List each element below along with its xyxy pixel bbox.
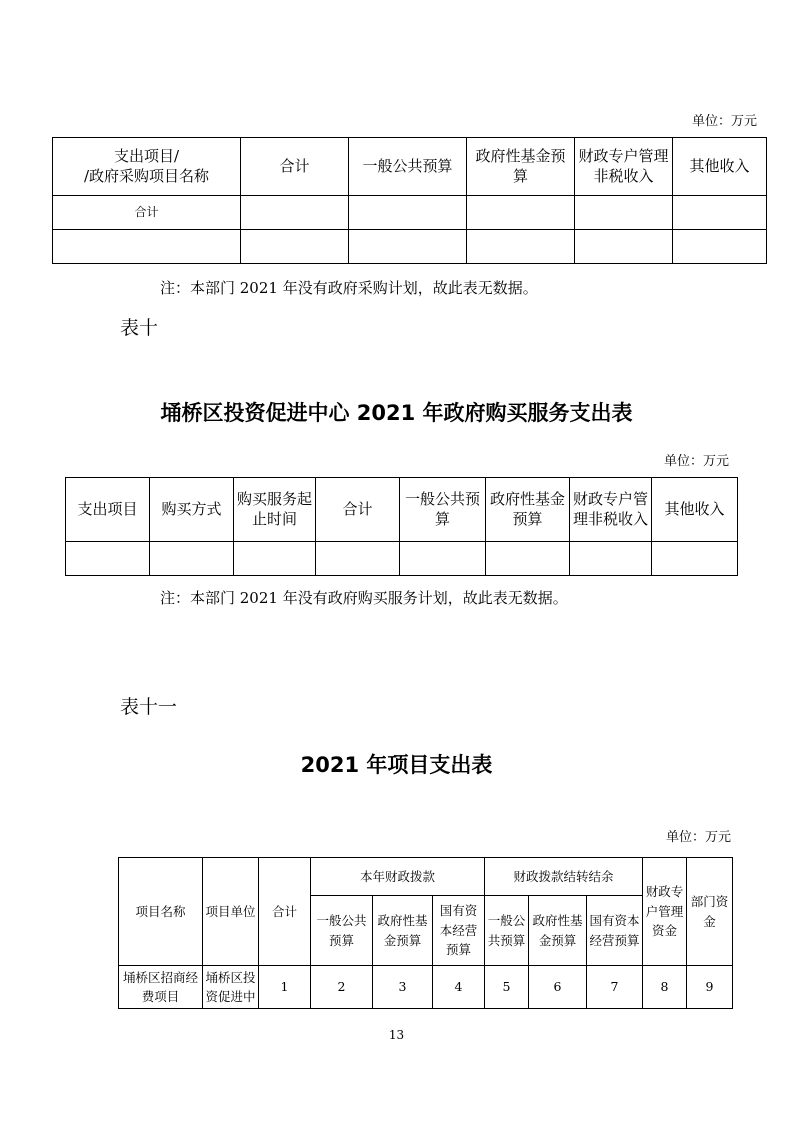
header-cell: 部门资金	[687, 858, 733, 966]
header-cell: 项目名称	[119, 858, 203, 966]
table-cell	[66, 542, 150, 576]
note-2: 注：本部门 2021 年没有政府购买服务计划，故此表无数据。	[160, 589, 568, 607]
table-number-10: 表十	[120, 317, 159, 339]
value-cell: 3	[373, 966, 433, 1009]
header-cell: 支出项目/ /政府采购项目名称	[53, 138, 241, 196]
table-title-11: 2021 年项目支出表	[300, 753, 493, 777]
service-purchase-table	[65, 477, 738, 576]
header-cell: 合计	[259, 858, 311, 966]
header-cell: 项目单位	[203, 858, 259, 966]
value-cell: 6	[529, 966, 587, 1009]
table-row	[119, 966, 733, 1009]
table-cell	[234, 542, 316, 576]
table-header-row	[53, 138, 767, 196]
table-cell	[575, 196, 673, 230]
header-cell: 财政专户管理资金	[643, 858, 687, 966]
header-cell: 政府性基金预算	[467, 138, 575, 196]
header-cell: 合计	[316, 478, 400, 542]
table-title-10: 埇桥区投资促进中心 2021 年政府购买服务支出表	[160, 401, 633, 425]
unit-label-3: 单位：万元	[666, 830, 732, 845]
table-row	[53, 196, 767, 230]
header-cell: 其他收入	[652, 478, 738, 542]
header-cell: 一般公共预算	[485, 896, 529, 966]
header-cell: 政府性基金预算	[529, 896, 587, 966]
table-cell	[150, 542, 234, 576]
header-cell: 国有资本经营预算	[587, 896, 643, 966]
header-cell: 购买服务起止时间	[234, 478, 316, 542]
table-cell	[673, 196, 767, 230]
table-number-11: 表十一	[120, 696, 178, 718]
unit-label-1: 单位：万元	[692, 114, 758, 129]
header-group-cell: 本年财政拨款	[311, 858, 485, 896]
page-number: 13	[388, 1028, 405, 1042]
value-cell: 5	[485, 966, 529, 1009]
table-cell	[53, 230, 241, 264]
value-cell: 2	[311, 966, 373, 1009]
header-cell: 一般公共预算	[349, 138, 467, 196]
header-cell: 政府性基金预算	[373, 896, 433, 966]
header-cell: 财政专户管理非税收入	[570, 478, 652, 542]
table-cell	[673, 230, 767, 264]
note-1: 注：本部门 2021 年没有政府采购计划，故此表无数据。	[160, 279, 538, 297]
header-cell: 其他收入	[673, 138, 767, 196]
project-name-cell: 埇桥区招商经费项目	[119, 966, 203, 1009]
project-unit-cell: 埇桥区投资促进中	[203, 966, 259, 1009]
unit-label-2: 单位：万元	[664, 454, 730, 469]
procurement-table	[52, 137, 767, 264]
total-label-cell: 合计	[53, 196, 241, 230]
table-cell	[652, 542, 738, 576]
table-cell	[241, 196, 349, 230]
table-cell	[486, 542, 570, 576]
table-row	[66, 542, 738, 576]
project-expenditure-table	[118, 857, 733, 1009]
header-cell: 购买方式	[150, 478, 234, 542]
value-cell: 4	[433, 966, 485, 1009]
table-cell	[467, 230, 575, 264]
table-cell	[467, 196, 575, 230]
table-cell	[400, 542, 486, 576]
table-header-row	[66, 478, 738, 542]
value-cell: 7	[587, 966, 643, 1009]
header-group-cell: 财政拨款结转结余	[485, 858, 643, 896]
header-cell: 政府性基金预算	[486, 478, 570, 542]
table-row	[53, 230, 767, 264]
header-cell: 合计	[241, 138, 349, 196]
header-cell: 一般公共预算	[311, 896, 373, 966]
header-cell: 财政专户管理非税收入	[575, 138, 673, 196]
table-cell	[349, 196, 467, 230]
table-cell	[575, 230, 673, 264]
table-header-row	[119, 858, 733, 896]
table-cell	[316, 542, 400, 576]
table-cell	[241, 230, 349, 264]
header-cell: 国有资本经营预算	[433, 896, 485, 966]
value-cell: 9	[687, 966, 733, 1009]
value-cell: 1	[259, 966, 311, 1009]
value-cell: 8	[643, 966, 687, 1009]
table-cell	[570, 542, 652, 576]
header-cell: 支出项目	[66, 478, 150, 542]
header-cell: 一般公共预算	[400, 478, 486, 542]
table-cell	[349, 230, 467, 264]
